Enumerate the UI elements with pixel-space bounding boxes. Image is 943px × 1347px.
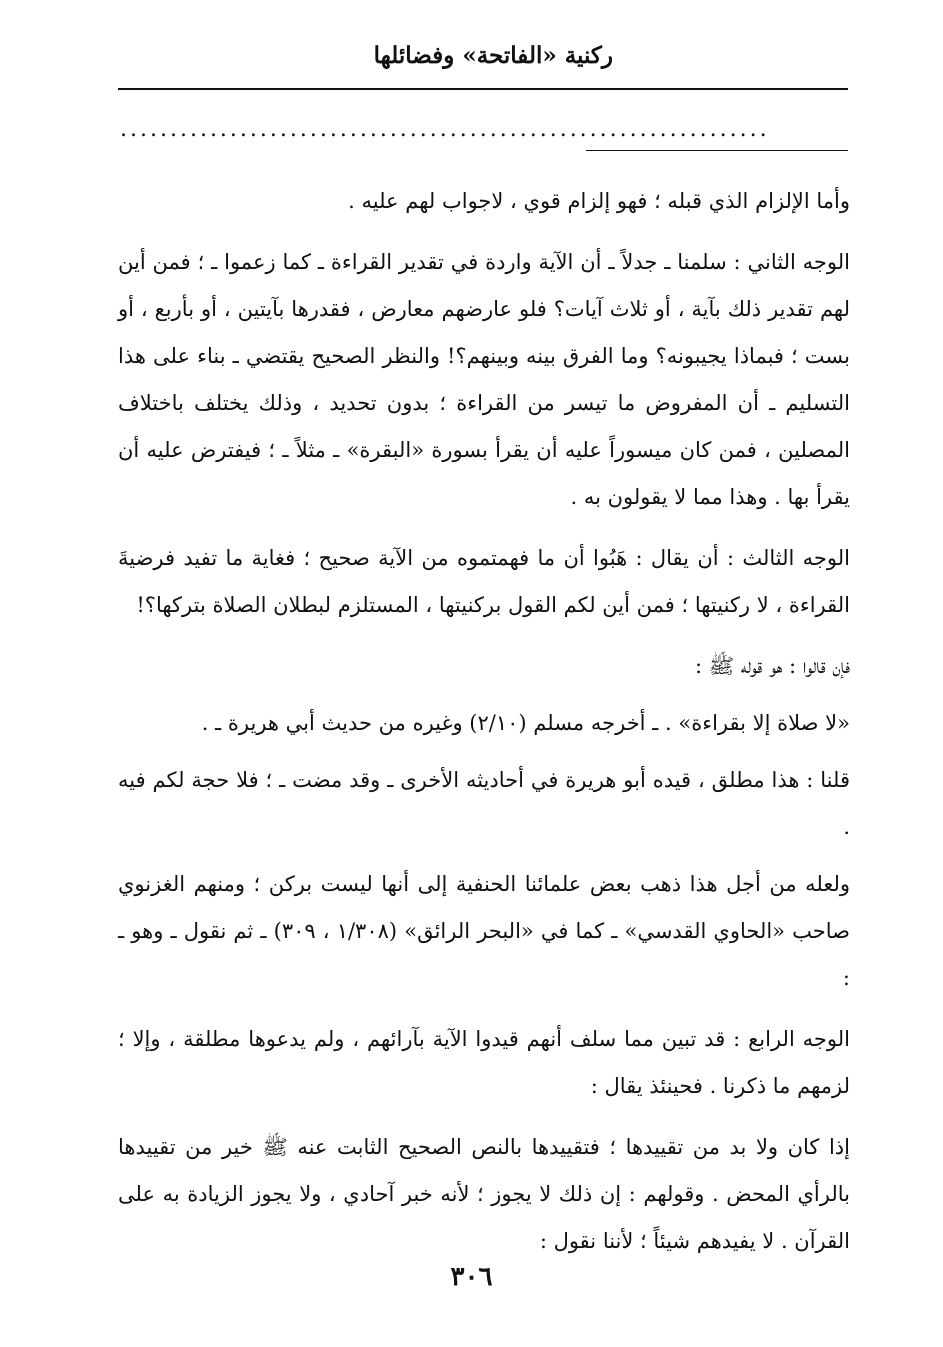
paragraph-1: وأما الإلزام الذي قبله ؛ فهو إلزام قوي ، لاجواب لهم عليه . [348,189,850,213]
running-header-title: ركنية «الفاتحة» وفضائلها [373,42,613,69]
paragraph-4: فإن قالوا : هو قوله ﷺ : [695,654,850,678]
paragraph-2: الوجه الثاني : سلمنا ـ جدلاً ـ أن الآية واردة في تقدير القراءة ـ كما زعموا ـ ؛ فمن أين لهم تقدير ذلك بآية ، أو ثلاث آيات؟ فلو عارضهم معارض ، فقدرها بآيتين ، أو بأربع ، أو بست ؛ فبماذا يجيبونه؟ وما الفرق بينه وبينهم؟! والنظر الصحيح يقتضي ـ بناء على هذا التسليم ـ أن المفروض ما تيسر من القراءة ؛ بدون تحديد ، وذلك يختلف باختلاف المصلين ، فمن كان ميسوراً عليه أن يقرأ بسورة «البقرة» ـ مثلاً ـ ؛ فيفترض عليه أن يقرأ بها . وهذا مما لا يقولون به . [118,250,850,509]
paragraph-7: ولعله من أجل هذا ذهب بعض علمائنا الحنفية إلى أنها ليست بركن ؛ ومنهم الغزنوي صاحب «الحاوي القدسي» ـ كما في «البحر الرائق» (١/٣٠٨ ، ٣٠٩) ـ ثم نقول ـ وهو ـ : [118,872,850,990]
paragraph-8: الوجه الرابع : قد تبين مما سلف أنهم قيدوا الآية بآرائهم ، ولم يدعوها مطلقة ، وإلا ؛ لزمهم ما ذكرنا . فحينئذ يقال : [118,1027,850,1098]
hadith-quote: «لا صلاة إلا بقراءة» . ـ أخرجه مسلم (٢/١٠) وغيره من حديث أبي هريرة ـ . [201,711,850,735]
paragraph-6: قلنا : هذا مطلق ، قيده أبو هريرة في أحاديثه الأخرى ـ وقد مضت ـ ؛ فلا حجة لكم فيه . [118,768,850,839]
page-number: ٣٠٦ [450,1262,493,1292]
body-text [118,178,850,1279]
leader-dots: ................................................................. [120,118,770,142]
header-rule [118,88,848,90]
paragraph-3: الوجه الثالث : أن يقال : هَبُوا أن ما فهمتموه من الآية صحيح ؛ فغاية ما تفيد فرضيةَ القراءة ، لا ركنيتها ؛ فمن أين لكم القول بركنيتها ، المستلزم لبطلان الصلاة بتركها؟! [118,546,850,617]
paragraph-9: إذا كان ولا بد من تقييدها ؛ فتقييدها بالنص الصحيح الثابت عنه ﷺ خير من تقييدها بالرأي المحض . وقولهم : إن ذلك لا يجوز ؛ لأنه خبر آحادي ، ولا يجوز الزيادة به على القرآن . لا يفيدهم شيئاً ؛ لأننا نقول : [118,1135,850,1253]
footnote-separator-rule [586,150,848,151]
